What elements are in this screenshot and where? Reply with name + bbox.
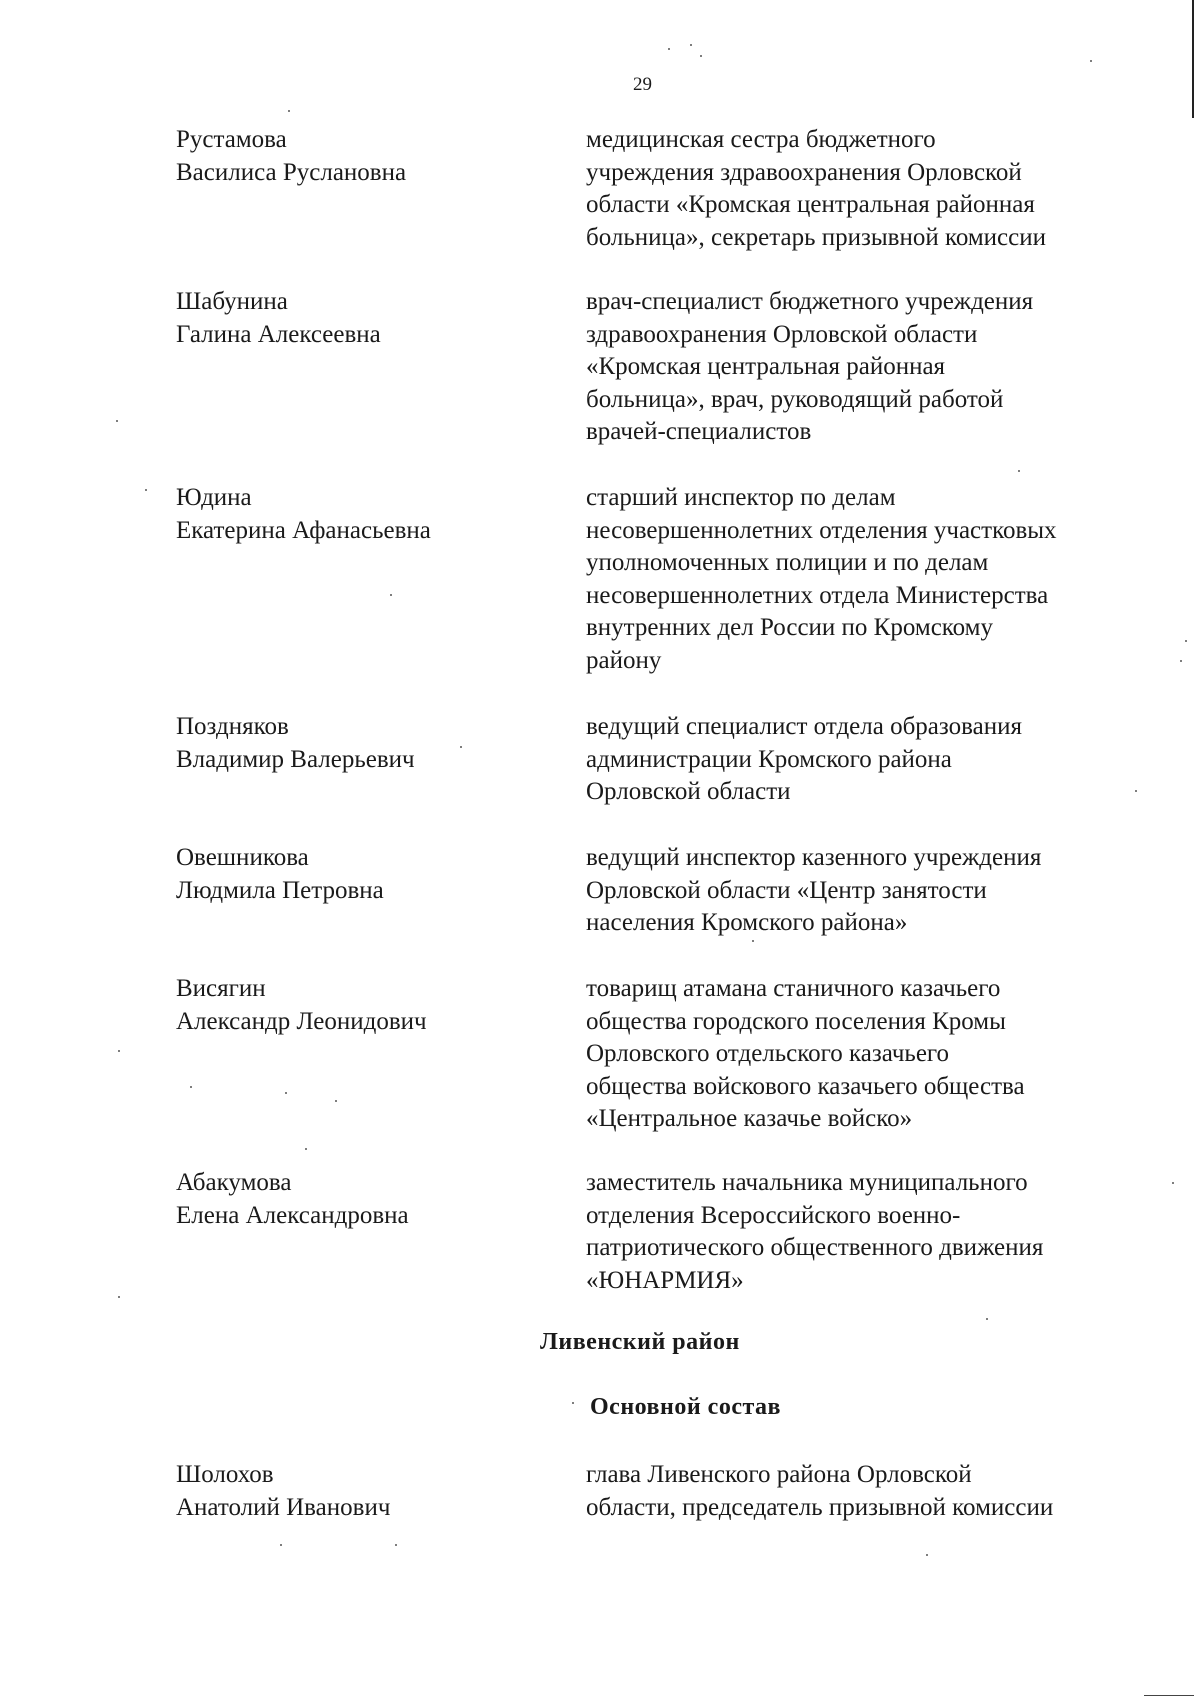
scan-speck [1018, 470, 1020, 472]
scan-speck [572, 1402, 574, 1404]
member-name: Шабунина Галина Алексеевна [176, 288, 381, 348]
scan-speck [460, 746, 462, 748]
scan-speck [145, 489, 147, 491]
scan-speck [390, 594, 392, 596]
member-role: ведущий инспектор казенного учреждения Орловской области «Центр занятости населения Кромского района» [586, 844, 1042, 936]
member-name: Рустамова Василиса Руслановна [176, 126, 407, 186]
page-number: 29 [633, 74, 652, 95]
scan-edge-line [1192, 0, 1194, 118]
scan-speck [700, 55, 702, 57]
scan-speck [285, 1092, 287, 1094]
scan-speck [668, 48, 670, 50]
scan-speck [1135, 790, 1137, 792]
scan-speck [926, 1554, 928, 1556]
scan-speck [280, 1544, 282, 1546]
scan-speck [116, 420, 118, 422]
scan-speck [288, 110, 290, 112]
member-name: Висягин Александр Леонидович [176, 975, 427, 1035]
scan-speck [1090, 60, 1092, 62]
scan-speck [1185, 640, 1187, 642]
scan-speck [305, 1148, 307, 1150]
scan-speck [395, 1544, 397, 1546]
scan-speck [190, 1086, 192, 1088]
member-name: Шолохов Анатолий Иванович [176, 1461, 391, 1521]
scan-speck [1172, 1182, 1174, 1184]
member-role: заместитель начальника муниципального отделения Всероссийского военно- патриотического общественного движения «ЮНАРМИЯ» [586, 1169, 1044, 1294]
member-role: товарищ атамана станичного казачьего общества городского поселения Кромы Орловского отдельского казачьего общества войскового казачьего общества «Центральное казачье войско» [586, 975, 1025, 1132]
member-role: ведущий специалист отдела образования администрации Кромского района Орловской области [586, 713, 1022, 805]
scan-corner-line [1144, 1695, 1194, 1696]
scan-speck [1180, 660, 1182, 662]
member-name: Юдина Екатерина Афанасьевна [176, 484, 431, 544]
scan-speck [690, 44, 692, 46]
member-role: врач-специалист бюджетного учреждения здравоохранения Орловской области «Кромская центральная районная больница», врач, руководящий работой врачей-специалистов [586, 288, 1034, 445]
member-name: Абакумова Елена Александровна [176, 1169, 409, 1229]
scan-speck [986, 1318, 988, 1320]
scan-speck [752, 940, 754, 942]
subsection-heading: Основной состав [590, 1394, 782, 1420]
scan-speck [118, 1050, 120, 1052]
member-role: старший инспектор по делам несовершеннолетних отделения участковых уполномоченных полиции и по делам несовершеннолетних отдела Министерства внутренних дел России по Кромскому району [586, 484, 1057, 674]
member-role: глава Ливенского района Орловской области, председатель призывной комиссии [586, 1461, 1054, 1521]
scan-speck [335, 1100, 337, 1102]
member-name: Поздняков Владимир Валерьевич [176, 713, 415, 773]
member-name: Овешникова Людмила Петровна [176, 844, 384, 904]
section-heading: Ливенский район [540, 1329, 740, 1355]
scan-speck [118, 1296, 120, 1298]
member-role: медицинская сестра бюджетного учреждения здравоохранения Орловской области «Кромская центральная районная больница», секретарь призывной комиссии [586, 126, 1047, 251]
